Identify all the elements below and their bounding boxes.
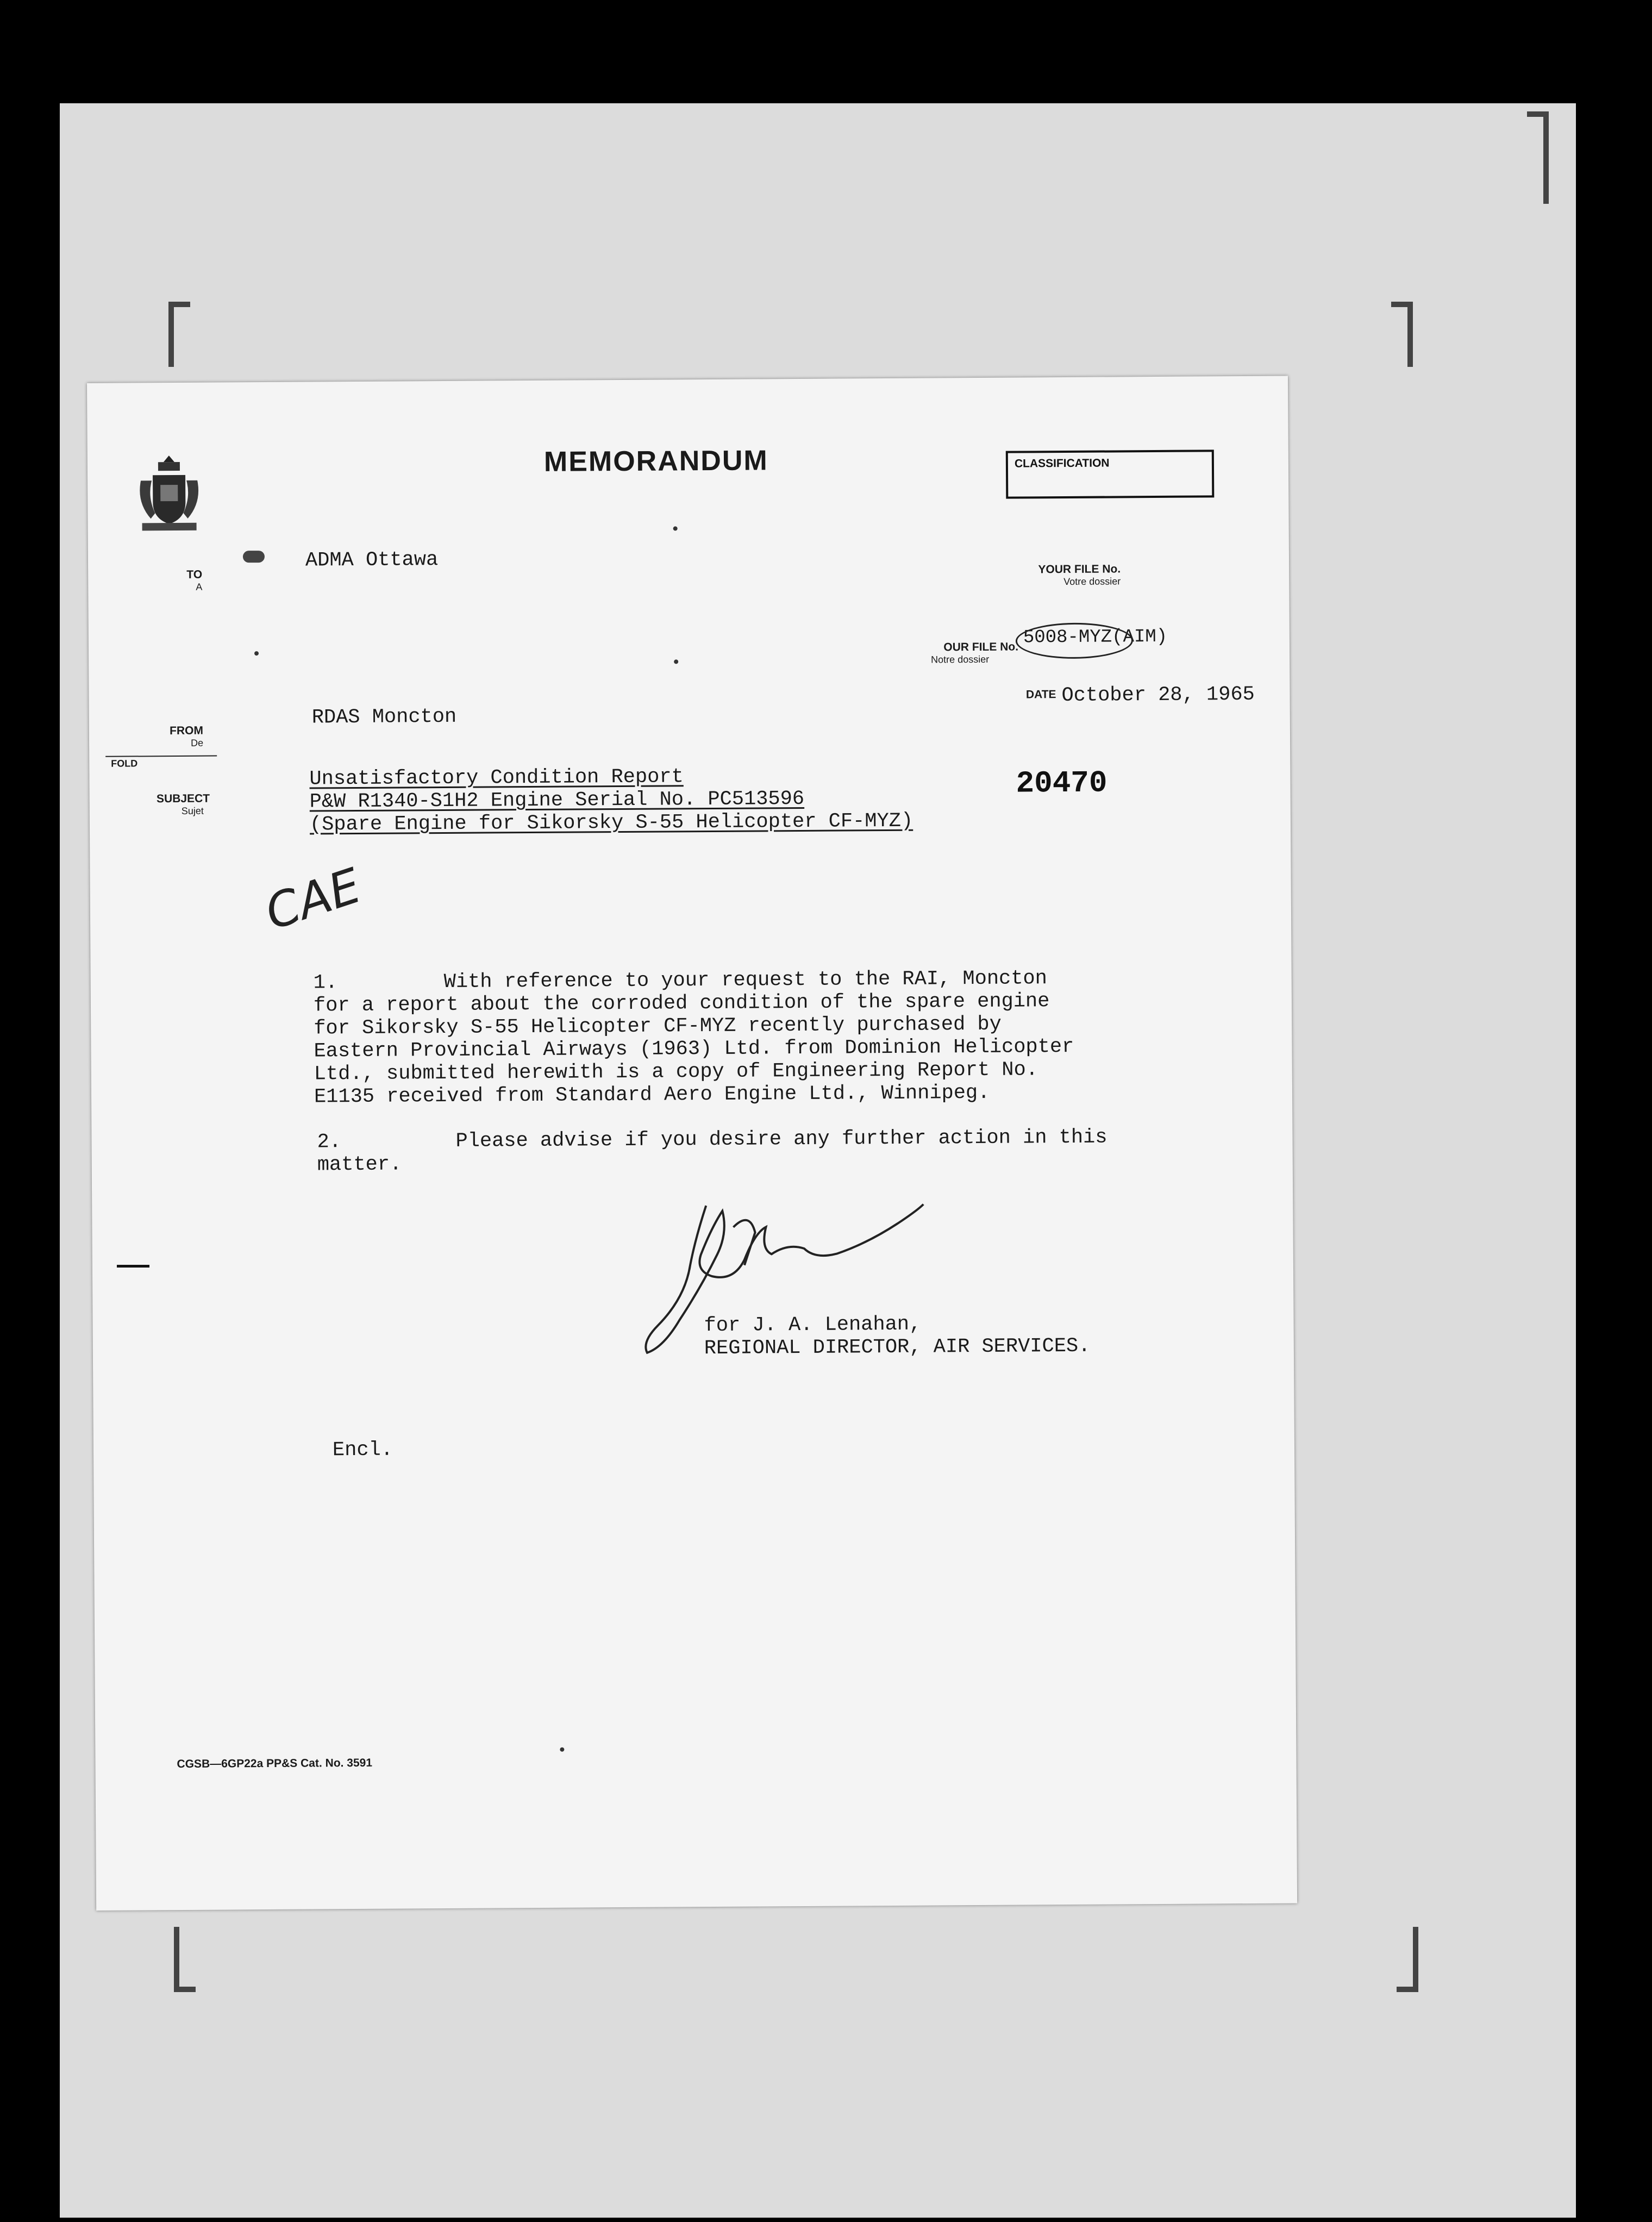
punch-dot [560,1747,564,1752]
para1-line-3: for Sikorsky S-55 Helicopter CF-MYZ recently purchased by [314,1013,1002,1040]
subject-label-en: SUBJECT [156,792,210,806]
classification-box [1006,450,1215,498]
memo-title: MEMORANDUM [543,445,768,478]
para1-line-2: for a report about the corroded condition of the spare engine [313,990,1050,1018]
classification-label: CLASSIFICATION [1014,457,1110,470]
crop-mark-outer [1527,111,1549,204]
para2-line-2: matter. [317,1153,402,1177]
signature-line-2: REGIONAL DIRECTOR, AIR SERVICES. [704,1334,1091,1360]
para1-line-1: With reference to your request to the RAI, Moncton [443,967,1048,994]
ink-smudge [243,551,265,563]
para1-number: 1. [313,971,338,995]
crop-mark-bottom-right [1397,1927,1418,1992]
crop-mark-bottom-left [174,1927,196,1992]
coat-of-arms-icon [136,453,202,535]
para2-line-1: Please advise if you desire any further action in this [455,1126,1107,1153]
para1-line-6: E1135 received from Standard Aero Engine Ltd., Winnipeg. [314,1081,990,1109]
subject-label-fr: Sujet [181,805,204,816]
our-file-label-en: OUR FILE No. [943,640,1019,654]
your-file-label [903,550,1121,614]
para2-number: 2. [317,1131,342,1154]
from-value: RDAS Moncton [311,705,457,729]
subject-line-1: Unsatisfactory Condition Report [309,765,684,791]
your-file-label-fr: Votre dossier [1063,576,1121,588]
enclosure: Encl. [332,1438,393,1462]
to-label-fr: A [196,581,203,592]
margin-dash [117,1265,149,1268]
punch-dot [254,651,259,656]
to-value: ADMA Ottawa [305,548,439,572]
memo-sheet [87,376,1297,1910]
to-label [142,556,203,620]
from-label [143,711,204,776]
punch-dot [674,659,678,664]
handwritten-note: CAE [258,857,368,941]
our-file-label-fr: Notre dossier [931,653,990,665]
para1-line-5: Ltd., submitted herewith is a copy of Engineering Report No. [314,1058,1038,1086]
signature-line-1: for J. A. Lenahan, [704,1313,922,1338]
punch-dot [673,526,678,530]
date-value: October 28, 1965 [1061,683,1255,708]
stamp-number: 20470 [1016,765,1107,801]
our-file-value: 5008-MYZ(AIM) [1023,626,1168,648]
from-label-fr: De [190,737,204,748]
fold-label: FOLD [111,758,138,769]
date-label: DATE [1025,688,1056,701]
subject-line-3: (Spare Engine for Sikorsky S-55 Helicopter CF-MYZ) [309,809,913,837]
your-file-label-en: YOUR FILE No. [1038,563,1121,576]
crop-mark-top-right [1391,302,1413,367]
crop-mark-top-left [168,302,190,367]
signature [641,1193,1022,1391]
from-label-en: FROM [170,724,203,738]
to-label-en: TO [186,568,203,581]
subject-line-2: P&W R1340-S1H2 Engine Serial No. PC513596 [309,787,805,814]
subject-label [143,779,210,844]
form-footer: CGSB—6GP22a PP&S Cat. No. 3591 [177,1756,373,1771]
para1-line-4: Eastern Provincial Airways (1963) Ltd. from Dominion Helicopter [314,1035,1074,1063]
